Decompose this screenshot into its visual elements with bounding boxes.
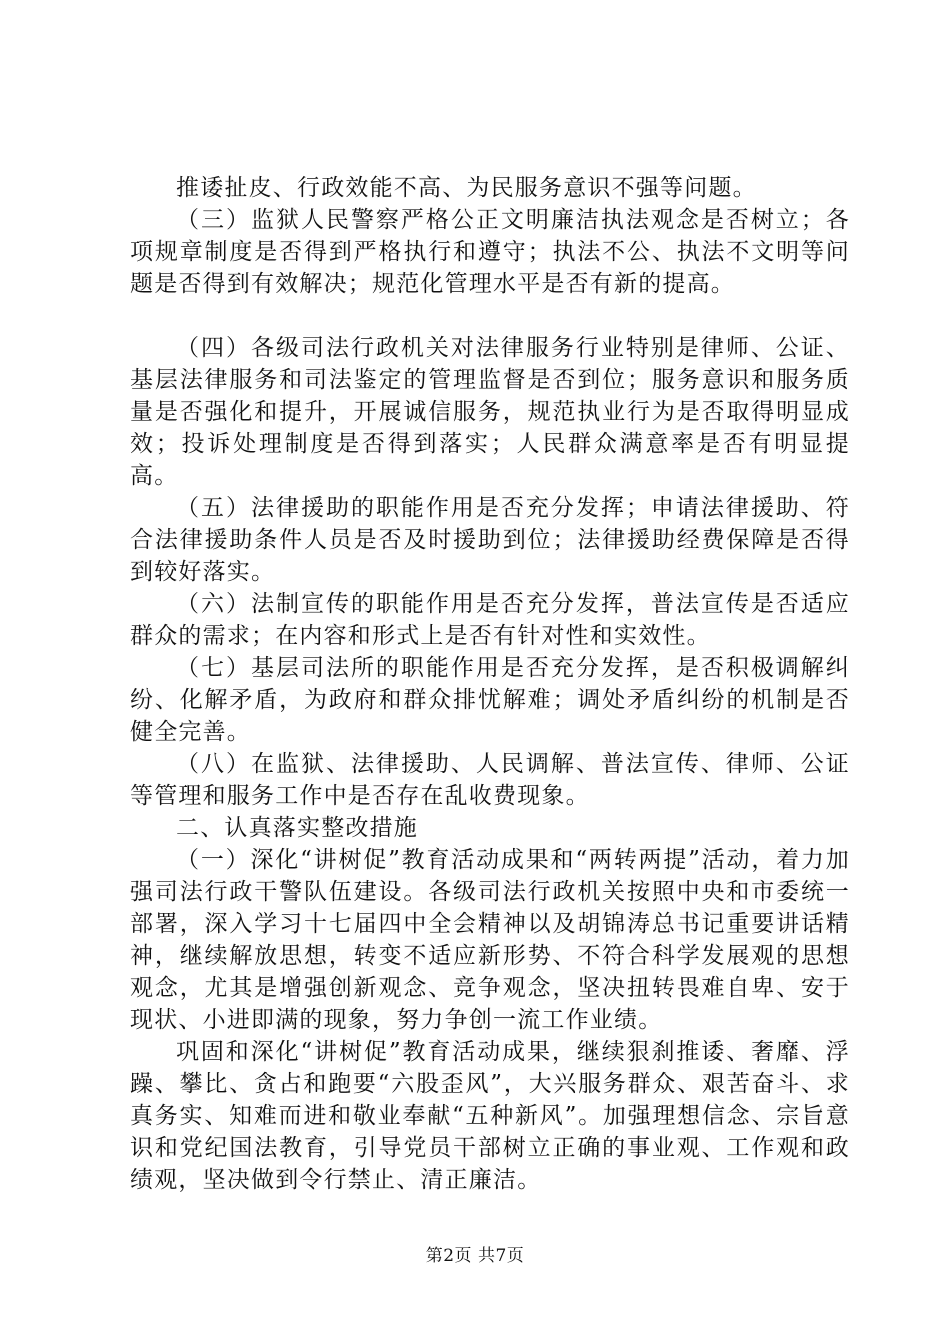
paragraph-item-4: （四）各级司法行政机关对法律服务行业特别是律师、公证、基层法律服务和司法鉴定的管理监督是否到位；服务意识和服务质量是否强化和提升，开展诚信服务，规范执业行为是否取得明显成效；投诉处理制度是否得到落实；人民群众满意率是否有明显提高。 <box>130 335 850 489</box>
paragraph-item-5: （五）法律援助的职能作用是否充分发挥；申请法律援助、符合法律援助条件人员是否及时援助到位；法律援助经费保障是否得到较好落实。 <box>130 495 850 585</box>
paragraph-item-6: （六）法制宣传的职能作用是否充分发挥，普法宣传是否适应群众的需求；在内容和形式上是否有针对性和实效性。 <box>130 591 850 649</box>
paragraph-consolidate: 巩固和深化“讲树促”教育活动成果，继续狠刹推诿、奢靡、浮躁、攀比、贪占和跑要“六股歪风”，大兴服务群众、艰苦奋斗、求真务实、知难而进和敬业奉献“五种新风”。加强理想信念、宗旨意识和党纪国法教育，引导党员干部树立正确的事业观、工作观和政绩观，坚决做到令行禁止、清正廉洁。 <box>130 1039 850 1193</box>
document-body <box>130 172 850 1196</box>
paragraph-item-8: （八）在监狱、法律援助、人民调解、普法宣传、律师、公证等管理和服务工作中是否存在乱收费现象。 <box>130 751 850 809</box>
page-number-footer: 第2页 共7页 <box>425 1246 525 1266</box>
paragraph-item-3: （三）监狱人民警察严格公正文明廉洁执法观念是否树立；各项规章制度是否得到严格执行和遵守；执法不公、执法不文明等问题是否得到有效解决；规范化管理水平是否有新的提高。 <box>130 207 850 297</box>
paragraph-continuation: 推诿扯皮、行政效能不高、为民服务意识不强等问题。 <box>176 175 757 201</box>
paragraph-item-7: （七）基层司法所的职能作用是否充分发挥，是否积极调解纠纷、化解矛盾，为政府和群众排忧解难；调处矛盾纠纷的机制是否健全完善。 <box>130 655 850 745</box>
section-heading-2: 二、认真落实整改措施 <box>176 815 418 841</box>
paragraph-spacer <box>130 300 850 332</box>
paragraph-measure-1: （一）深化“讲树促”教育活动成果和“两转两提”活动，着力加强司法行政干警队伍建设。各级司法行政机关按照中央和市委统一部署，深入学习十七届四中全会精神以及胡锦涛总书记重要讲话精神，继续解放思想，转变不适应新形势、不符合科学发展观的思想观念，尤其是增强创新观念、竞争观念，坚决扭转畏难自卑、安于现状、小进即满的现象，努力争创一流工作业绩。 <box>130 847 850 1033</box>
